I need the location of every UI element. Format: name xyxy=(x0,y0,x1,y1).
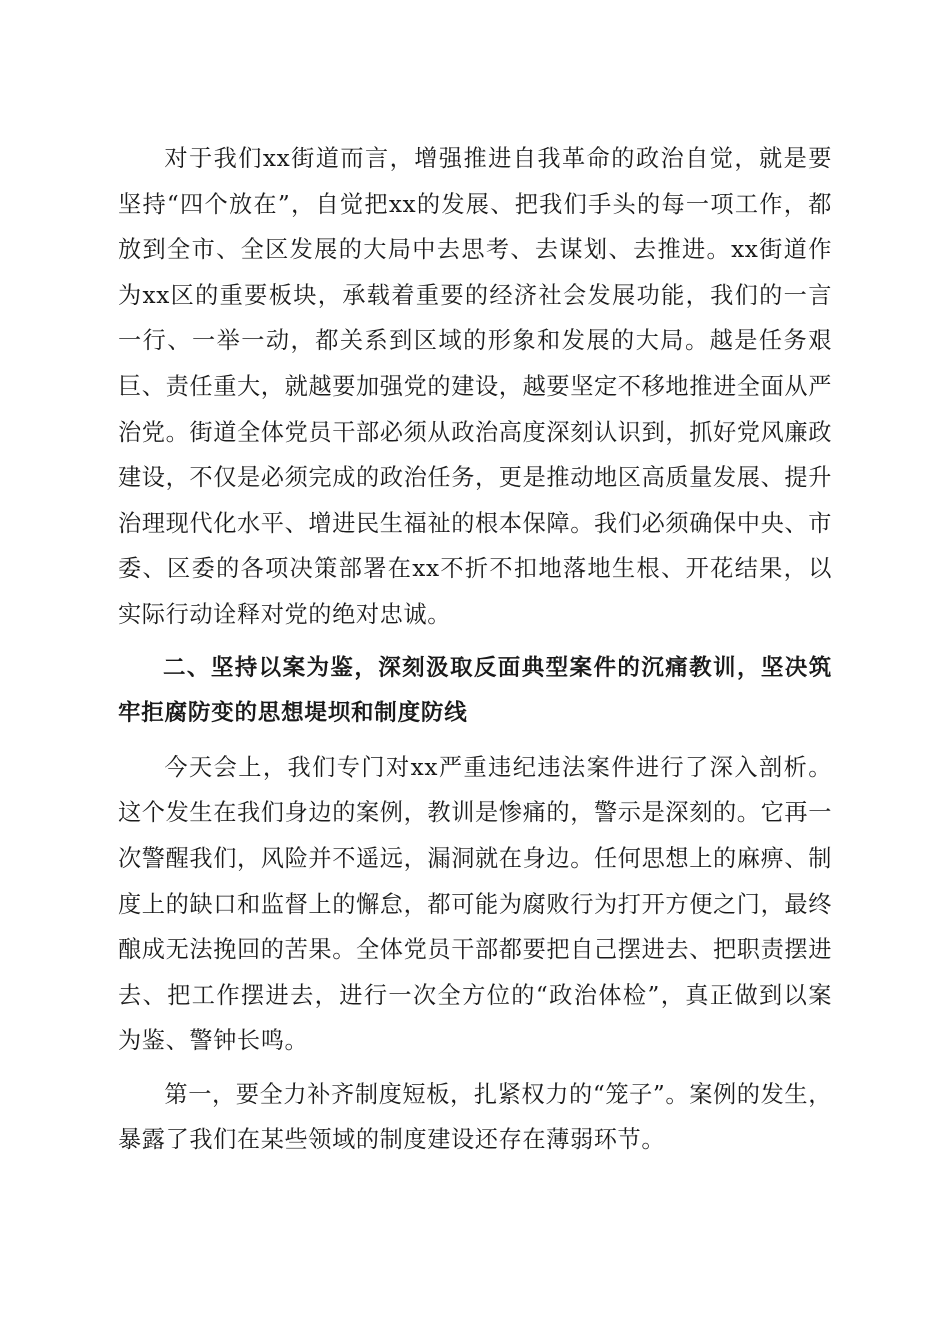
body-paragraph-1: 对于我们xx街道而言，增强推进自我革命的政治自觉，就是要坚持“四个放在”，自觉把xx的发展、把我们手头的每一项工作，都放到全市、全区发展的大局中去思考、去谋划、去推进。xx街道作为xx区的重要板块，承载着重要的经济社会发展功能，我们的一言一行、一举一动，都关系到区域的形象和发展的大局。越是任务艰巨、责任重大，就越要加强党的建设，越要坚定不移地推进全面从严治党。街道全体党员干部必须从政治高度深刻认识到，抓好党风廉政建设，不仅是必须完成的政治任务，更是推动地区高质量发展、提升治理现代化水平、增进民生福祉的根本保障。我们必须确保中央、市委、区委的各项决策部署在xx不折不扣地落地生根、开花结果，以实际行动诠释对党的绝对忠诚。 xyxy=(118,145,832,628)
document-page xyxy=(118,136,832,1163)
body-paragraph-2: 今天会上，我们专门对xx严重违纪违法案件进行了深入剖析。这个发生在我们身边的案例，教训是惨痛的，警示是深刻的。它再一次警醒我们，风险并不遥远，漏洞就在身边。任何思想上的麻痹、制度上的缺口和监督上的懈怠，都可能为腐败行为打开方便之门，最终酿成无法挽回的苦果。全体党员干部都要把自己摆进去、把职责摆进去、把工作摆进去，进行一次全方位的“政治体检”，真正做到以案为鉴、警钟长鸣。 xyxy=(118,753,832,1055)
body-paragraph-3: 第一，要全力补齐制度短板，扎紧权力的“笼子”。案例的发生，暴露了我们在某些领域的制度建设还存在薄弱环节。 xyxy=(118,1080,832,1154)
section-heading-2: 二、坚持以案为鉴，深刻汲取反面典型案件的沉痛教训，坚决筑牢拒腐防变的思想堤坝和制度防线 xyxy=(118,654,832,727)
paragraph-spacer xyxy=(118,638,832,646)
paragraph-spacer xyxy=(118,737,832,745)
paragraph-spacer xyxy=(118,1064,832,1072)
